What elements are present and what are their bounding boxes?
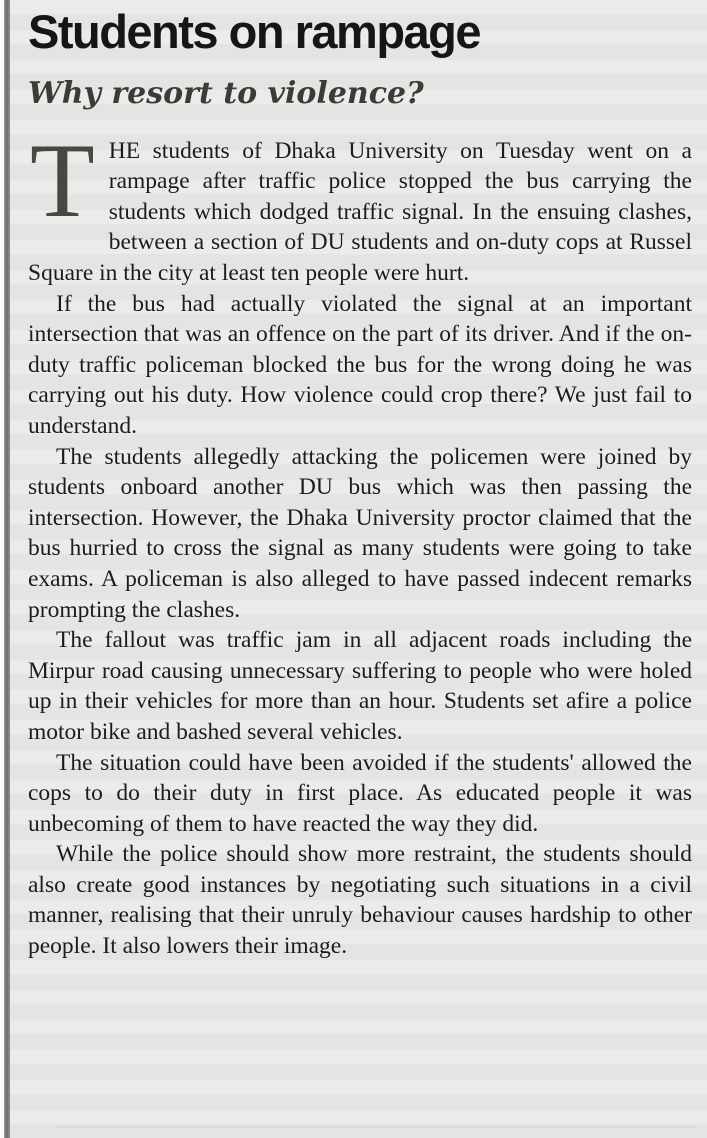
article-body: [28, 121, 692, 962]
article-paragraph-3: The students allegedly attacking the policemen were joined by students onboard another DU bus which was then passing the intersection. However, the Dhaka University proctor claimed that the bus hurried to cross the signal as many students were going to take exams. A policeman is also alleged to have passed indecent remarks prompting the clashes.: [28, 443, 692, 623]
editorial-column: [28, 6, 692, 962]
article-subtitle: Why resort to violence?: [28, 75, 424, 111]
column-rule: [4, 0, 10, 1138]
drop-cap: T: [30, 121, 95, 239]
article-paragraph-4: The fallout was traffic jam in all adjacent roads including the Mirpur road causing unnecessary suffering to people who were holed up in their vehicles for more than an hour. Students set afire a police motor bike and bashed several vehicles.: [28, 627, 692, 745]
paragraph-text: HE students of Dhaka University on Tuesday went on a rampage after traffic police stopped the bus carrying the students which dodged traffic signal. In the ensuing clashes, between a section of DU students and on-duty cops at Russel Square in the city at least ten people were hurt.: [28, 137, 692, 286]
article-paragraph-6: While the police should show more restraint, the students should also create good instances by negotiating such situations in a civil manner, realising that their unruly behaviour causes hardship to other people. It also lowers their image.: [28, 841, 692, 960]
article-paragraph-2: If the bus had actually violated the signal at an important intersection that was an offence on the part of its driver. And if the on-duty traffic policeman blocked the bus for the wrong doing he was carrying out his duty. How violence could crop there? We just fail to understand.: [28, 290, 692, 439]
bottom-rule: [56, 1126, 696, 1128]
article-paragraph-5: The situation could have been avoided if the students' allowed the cops to do their duty in first place. As educated people it was unbecoming of them to have reacted the way they did.: [28, 749, 692, 837]
article-paragraph-1: [28, 121, 692, 289]
article-title: Students on rampage: [28, 5, 481, 58]
